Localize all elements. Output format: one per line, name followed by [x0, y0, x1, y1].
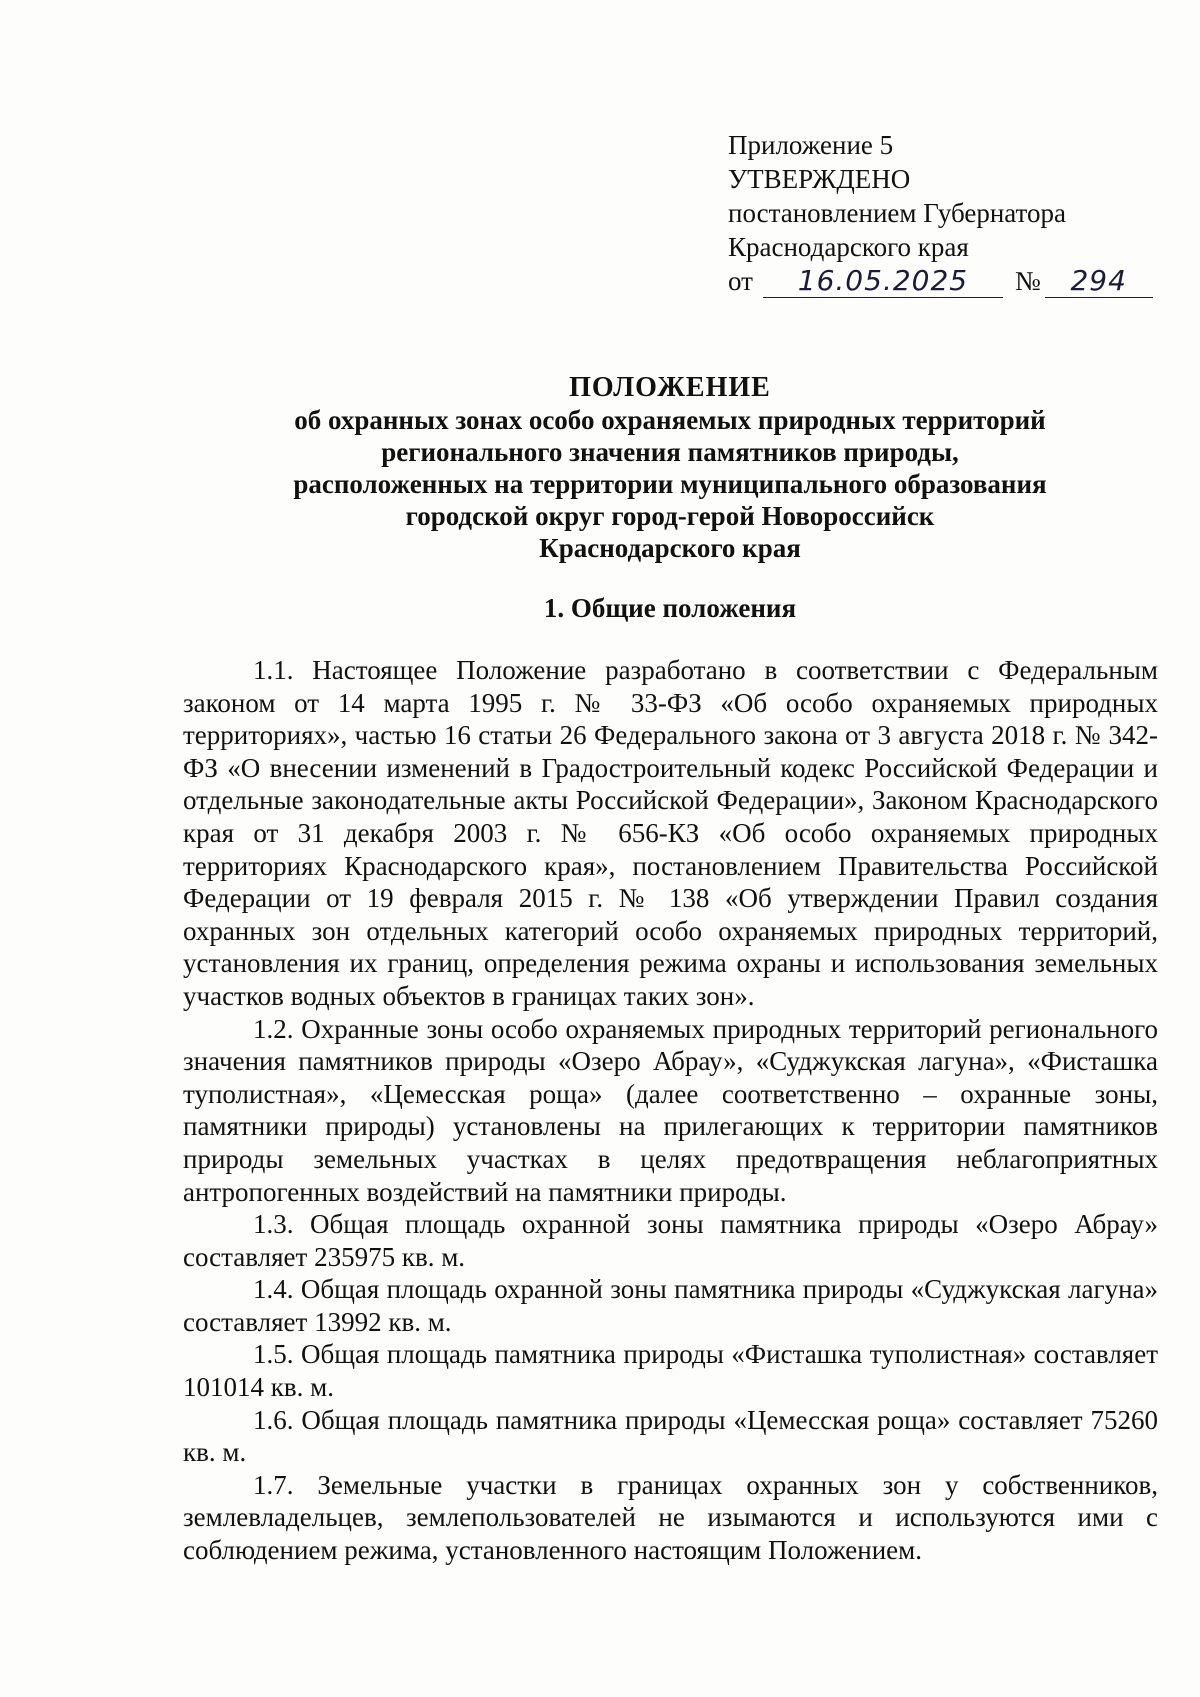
- from-label: от: [728, 266, 753, 296]
- heading-line-1: об охранных зонах особо охраняемых природных территорий: [294, 405, 1046, 435]
- paragraph-1-3: 1.3. Общая площадь охранной зоны памятника природы «Озеро Абрау» составляет 235975 кв. м.: [183, 1209, 1158, 1272]
- heading-line-4: городской округ город-герой Новороссийск: [405, 501, 935, 531]
- paragraph-1-1: 1.1. Настоящее Положение разработано в соответствии с Федеральным законом от 14 марта 1995 г. № 33-ФЗ «Об особо охраняемых природных территориях», частью 16 статьи 26 Федерального закона от 3 августа 2018 г. № 342-ФЗ «О внесении изменений в Градостроительный кодекс Российской Федерации и отдельные законодательные акты Российской Федерации», Законом Краснодарского края от 31 декабря 2003 г. № 656-КЗ «Об особо охраняемых природных территориях Краснодарского края», постановлением Правительства Российской Федерации от 19 февраля 2015 г. № 138 «Об утверждении Правил создания охранных зон отдельных категорий особо охраняемых природных территорий, установления их границ, определения режима охраны и использования земельных участков водных объектов в границах таких зон».: [183, 655, 1158, 1011]
- number-sign: №: [1014, 266, 1041, 296]
- handwritten-number: 294: [1045, 265, 1153, 298]
- paragraph-1-2: 1.2. Охранные зоны особо охраняемых природных территорий регионального значения памятников природы «Озеро Абрау», «Суджукская лагуна», «Фисташка туполистная», «Цемесская роща» (далее соответственно – охранные зоны, памятники природы) установлены на прилегающих к территории памятников природы земельных участках в целях предотвращения неблагоприятных антропогенных воздействий на памятники природы.: [183, 1013, 1158, 1207]
- paragraph-1-6: 1.6. Общая площадь памятника природы «Цемесская роща» составляет 75260 кв. м.: [183, 1404, 1158, 1468]
- handwritten-date: 16.05.2025: [763, 265, 1003, 298]
- appendix-label: Приложение 5: [728, 130, 894, 160]
- heading-line-3: расположенных на территории муниципального образования: [293, 469, 1047, 499]
- paragraph-1-7: 1.7. Земельные участки в границах охранных зон у собственников, землевладельцев, землепользователей не изымаются и используются ими с соблюдением режима, установленного настоящим Положением.: [183, 1469, 1158, 1566]
- document-title: ПОЛОЖЕНИЕ: [569, 372, 771, 403]
- document-heading: [180, 372, 1160, 564]
- heading-line-5: Краснодарского края: [539, 533, 801, 563]
- approval-line-1: постановлением Губернатора: [728, 198, 1066, 228]
- paragraph-1-5: 1.5. Общая площадь памятника природы «Фисташка туполистная» составляет 101014 кв. м.: [183, 1339, 1158, 1403]
- heading-line-2: регионального значения памятников природы,: [381, 437, 959, 467]
- date-number-line: [728, 264, 1168, 298]
- paragraph-1-4: 1.4. Общая площадь охранной зоны памятника природы «Суджукская лагуна» составляет 13992 кв. м.: [183, 1274, 1158, 1337]
- approval-line-2: Краснодарского края: [728, 232, 969, 262]
- approval-block: [728, 128, 1168, 298]
- document-body: [183, 654, 1158, 1567]
- approved-label: УТВЕРЖДЕНО: [728, 164, 911, 194]
- section-title: 1. Общие положения: [543, 593, 797, 623]
